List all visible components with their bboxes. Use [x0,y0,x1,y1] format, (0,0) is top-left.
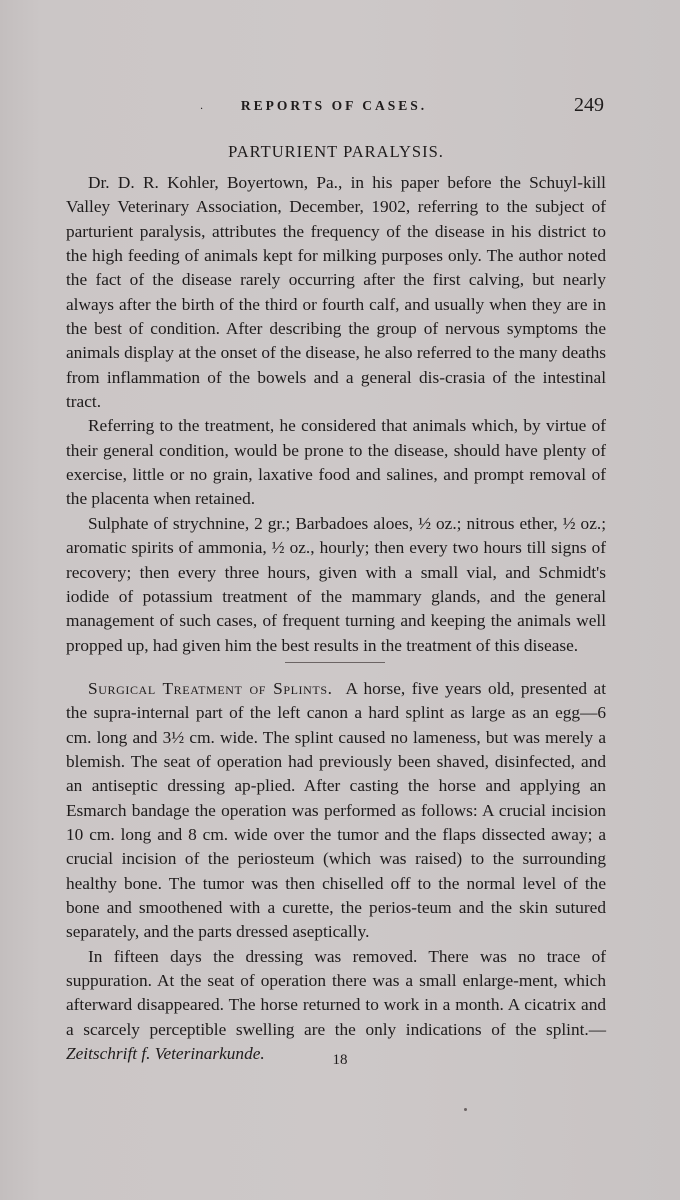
paragraph: Sulphate of strychnine, 2 gr.; Barbadoes aloes, ½ oz.; nitrous ether, ½ oz.; aromatic spirits of ammonia, ½ oz., hourly; then every two hours till signs of recovery; then every three hours, given with a small vial, and Schmidt's iodide of potassium treatment of the mammary glands, and the general management of such cases, of frequent turning and keeping the animals well propped up, had given him the best results in the treatment of this disease. [66,513,606,655]
paragraph [66,677,606,945]
decorative-dot: · [200,104,204,115]
paragraph-body: In fifteen days the dressing was removed. There was no trace of suppuration. At the seat of operation there was a small enlarge-ment, which afterward disappeared. The horse returned to work in a month. A cicatrix and a scarcely perceptible swelling are the only indications of the splint.— [66,946,606,1039]
paragraph-body: A horse, five years old, presented at the supra-internal part of the left canon a hard splint as large as an egg—6 cm. long and 3½ cm. wide. The splint caused no lameness, but was merely a blemish. The seat of operation had previously been shaved, disinfected, and an antiseptic dressing ap-plied. After casting the horse and applying an Esmarch bandage the operation was performed as follows: A crucial incision 10 cm. long and 8 cm. wide over the tumor and the flaps dissected away; a crucial incision of the periosteum (which was raised) to the surrounding healthy bone. The tumor was then chiselled off to the normal level of the bone and smoothened with a curette, the perios-teum and the skin sutured separately, and the parts dressed aseptically. [66,679,607,942]
section-title-parturient-paralysis: PARTURIENT PARALYSIS. [228,142,444,161]
citation: Zeitschrift f. Veterinarkunde. [66,1044,265,1064]
running-head: REPORTS OF CASES. [240,98,428,113]
section-title-surgical-treatment: Surgical Treatment of Splints. [88,679,333,698]
paragraph: Referring to the treatment, he considered that animals which, by virtue of their general condition, would be prone to the disease, should have plenty of exercise, little or no grain, laxative food and salines, and prompt removal of the placenta when retained. [66,416,606,509]
page-number: 249 [574,94,604,116]
paper-speck [464,1108,467,1111]
section-parturient-paralysis [66,171,606,658]
paragraph [66,945,606,1067]
page-header [60,94,608,120]
section-surgical-treatment-of-splints [66,677,606,1067]
paragraph: Dr. D. R. Kohler, Boyertown, Pa., in his paper before the Schuyl-kill Valley Veterinary Association, December, 1902, referring to the subject of parturient paralysis, attributes the frequency of the disease in his district to the high feeding of animals kept for milking purposes only. The author noted the fact of the disease rarely occurring after the first calving, but nearly always after the birth of the third or fourth calf, and usually when they are in the best of condition. After describing the group of nervous symptoms the animals display at the onset of the disease, he also referred to the many deaths from inflammation of the bowels and a general dis-crasia of the intestinal tract. [66,173,606,412]
signature-mark: 18 [332,1052,348,1068]
section-divider [285,662,385,663]
